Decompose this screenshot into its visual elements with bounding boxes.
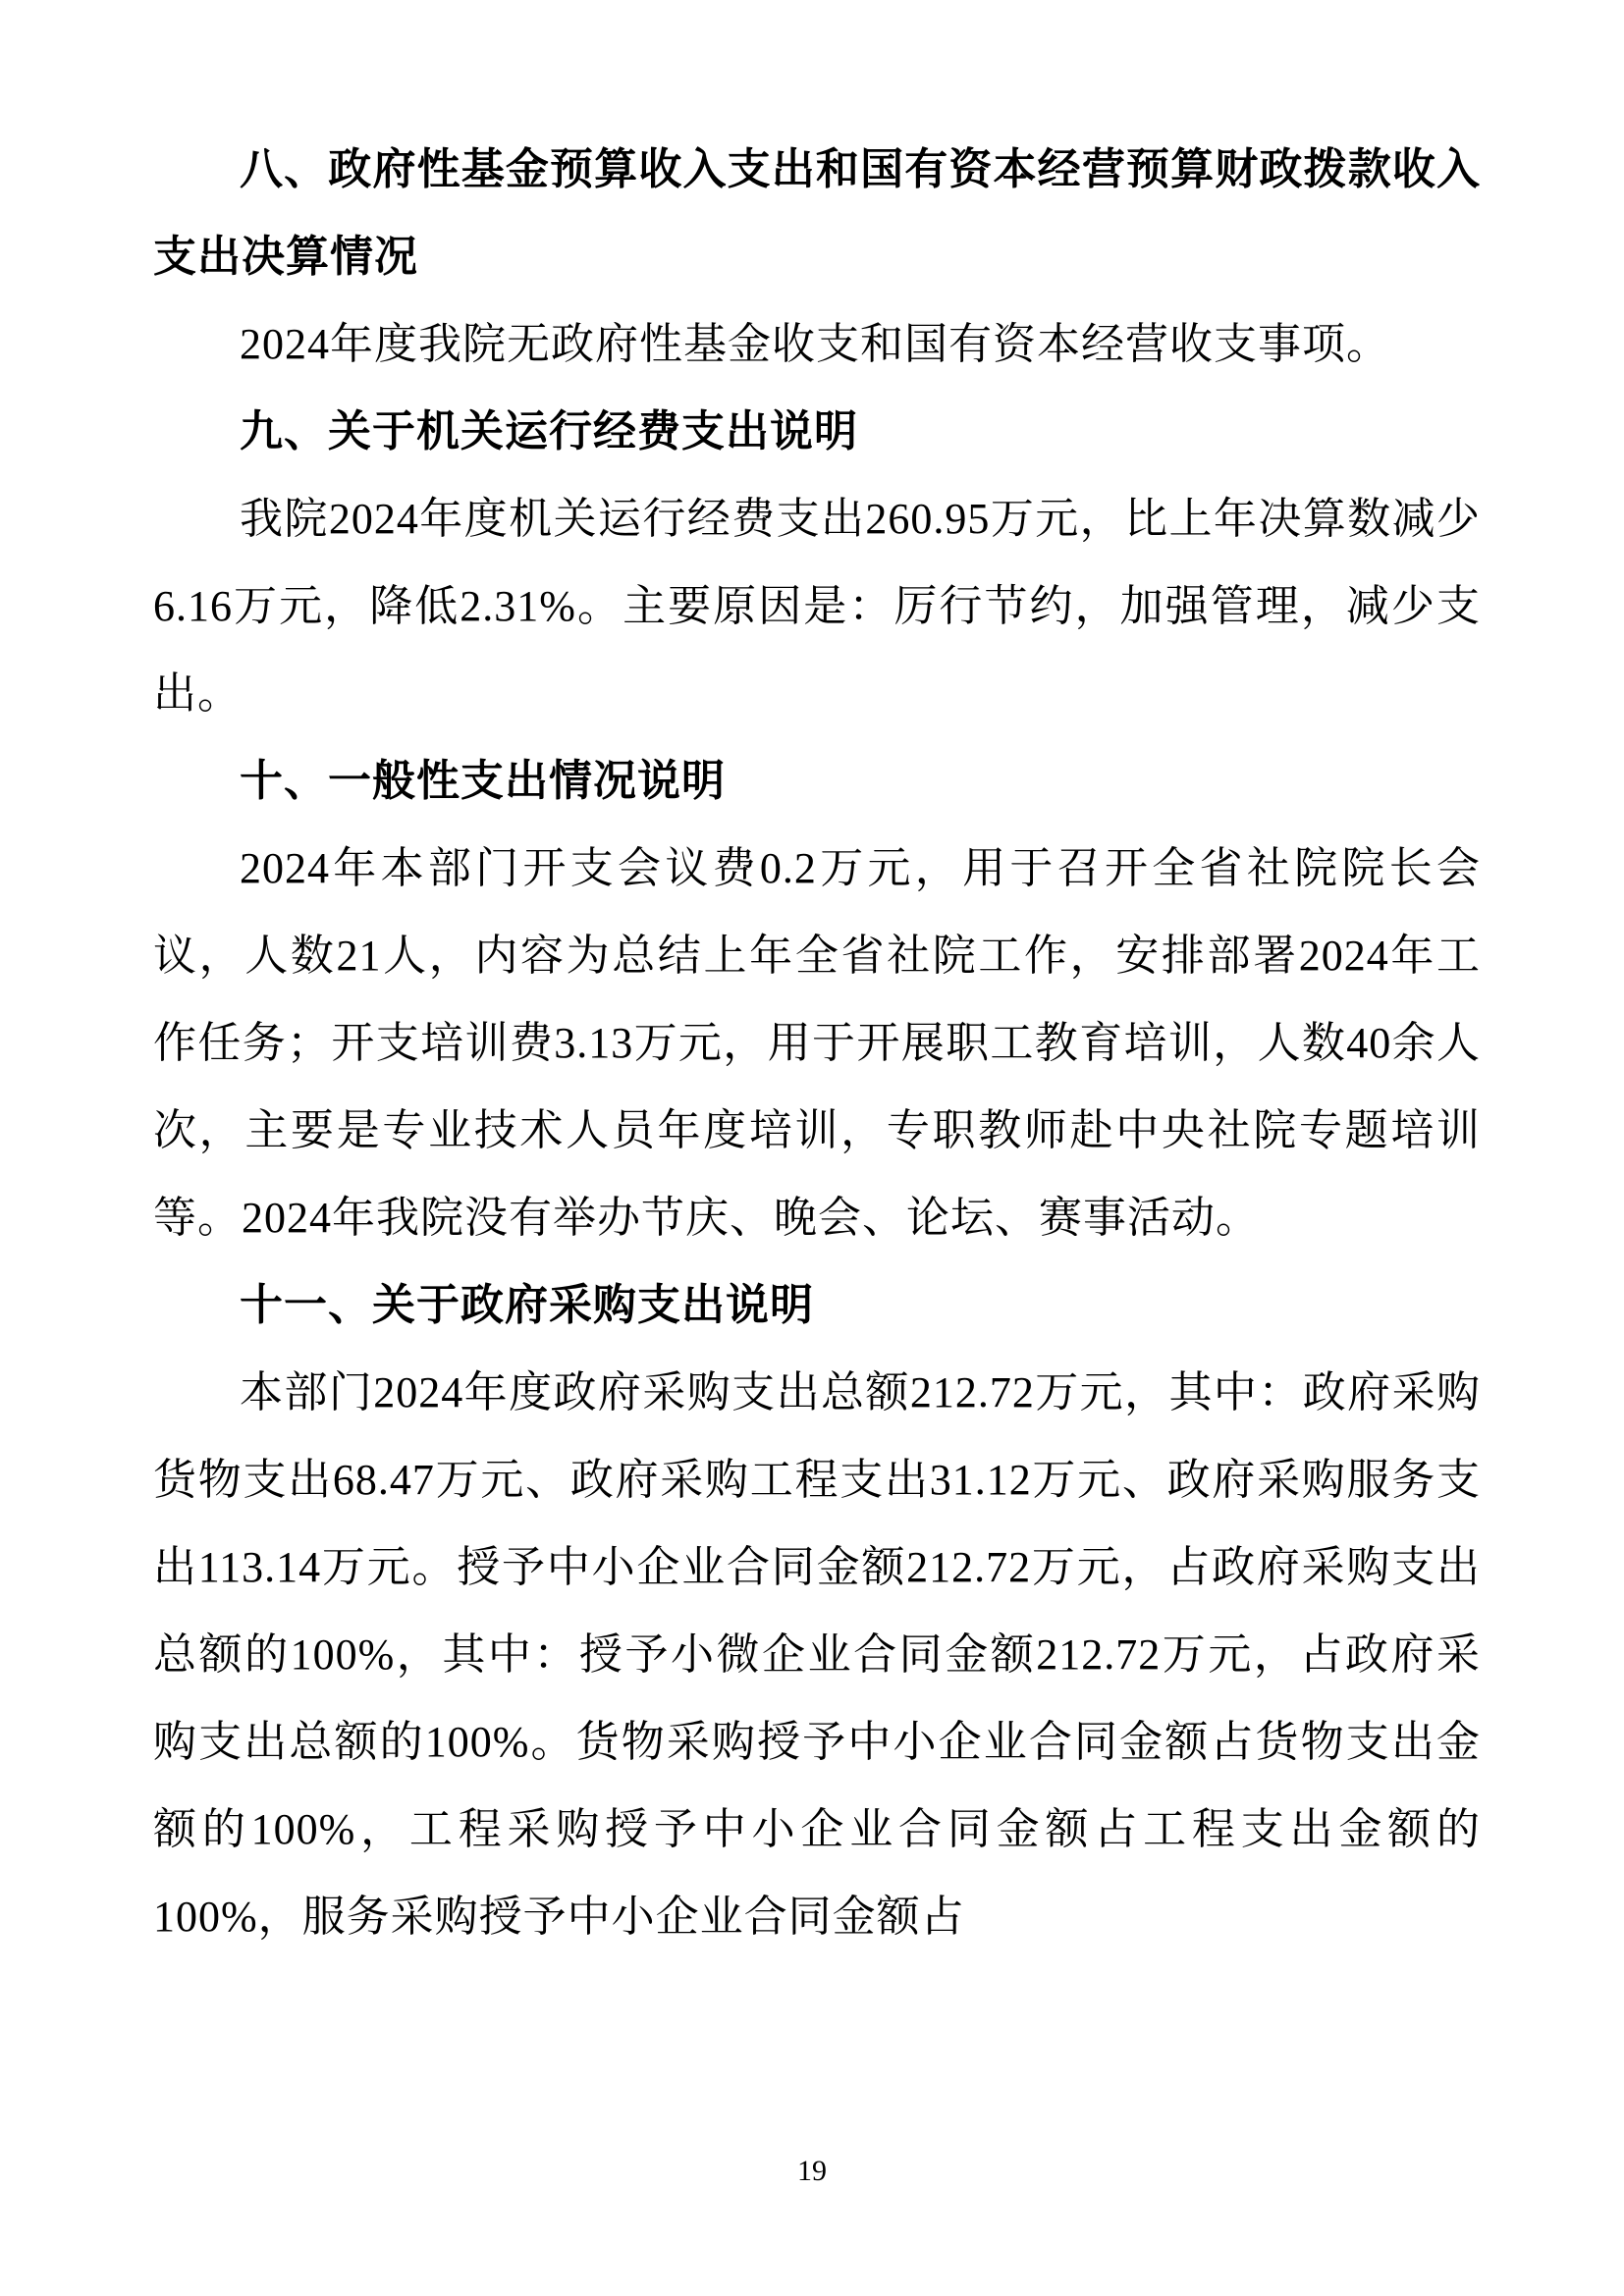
section-heading-agency-operating-expense: 九、关于机关运行经费支出说明 xyxy=(240,407,858,455)
document-body xyxy=(153,126,1481,1960)
section-heading-gov-fund-budget: 八、政府性基金预算收入支出和国有资本经营预算财政拨款收入支出决算情况 xyxy=(153,145,1481,281)
paragraph-agency-operating-expense: 我院2024年度机关运行经费支出260.95万元，比上年决算数减少6.16万元，降低2.31%。主要原因是：厉行节约，加强管理，减少支出。 xyxy=(153,495,1481,718)
paragraph-gov-procurement: 本部门2024年度政府采购支出总额212.72万元，其中：政府采购货物支出68.47万元、政府采购工程支出31.12万元、政府采购服务支出113.14万元。授予中小企业合同金额212.72万元，占政府采购支出总额的100%，其中：授予小微企业合同金额212.72万元，占政府采购支出总额的100%。货物采购授予中小企业合同金额占货物支出金额的100%，工程采购授予中小企业合同金额占工程支出金额的100%，服务采购授予中小企业合同金额占 xyxy=(153,1368,1481,1941)
paragraph-gov-fund-budget: 2024年度我院无政府性基金收支和国有资本经营收支事项。 xyxy=(240,320,1390,368)
page-number: 19 xyxy=(797,2155,827,2187)
section-heading-general-expense: 十、一般性支出情况说明 xyxy=(240,757,726,805)
section-heading-gov-procurement: 十一、关于政府采购支出说明 xyxy=(240,1281,814,1329)
paragraph-general-expense: 2024年本部门开支会议费0.2万元，用于召开全省社院院长会议，人数21人，内容为总结上年全省社院工作，安排部署2024年工作任务；开支培训费3.13万元，用于开展职工教育培训，人数40余人次，主要是专业技术人员年度培训，专职教师赴中央社院专题培训等。2024年我院没有举办节庆、晚会、论坛、赛事活动。 xyxy=(153,844,1481,1242)
